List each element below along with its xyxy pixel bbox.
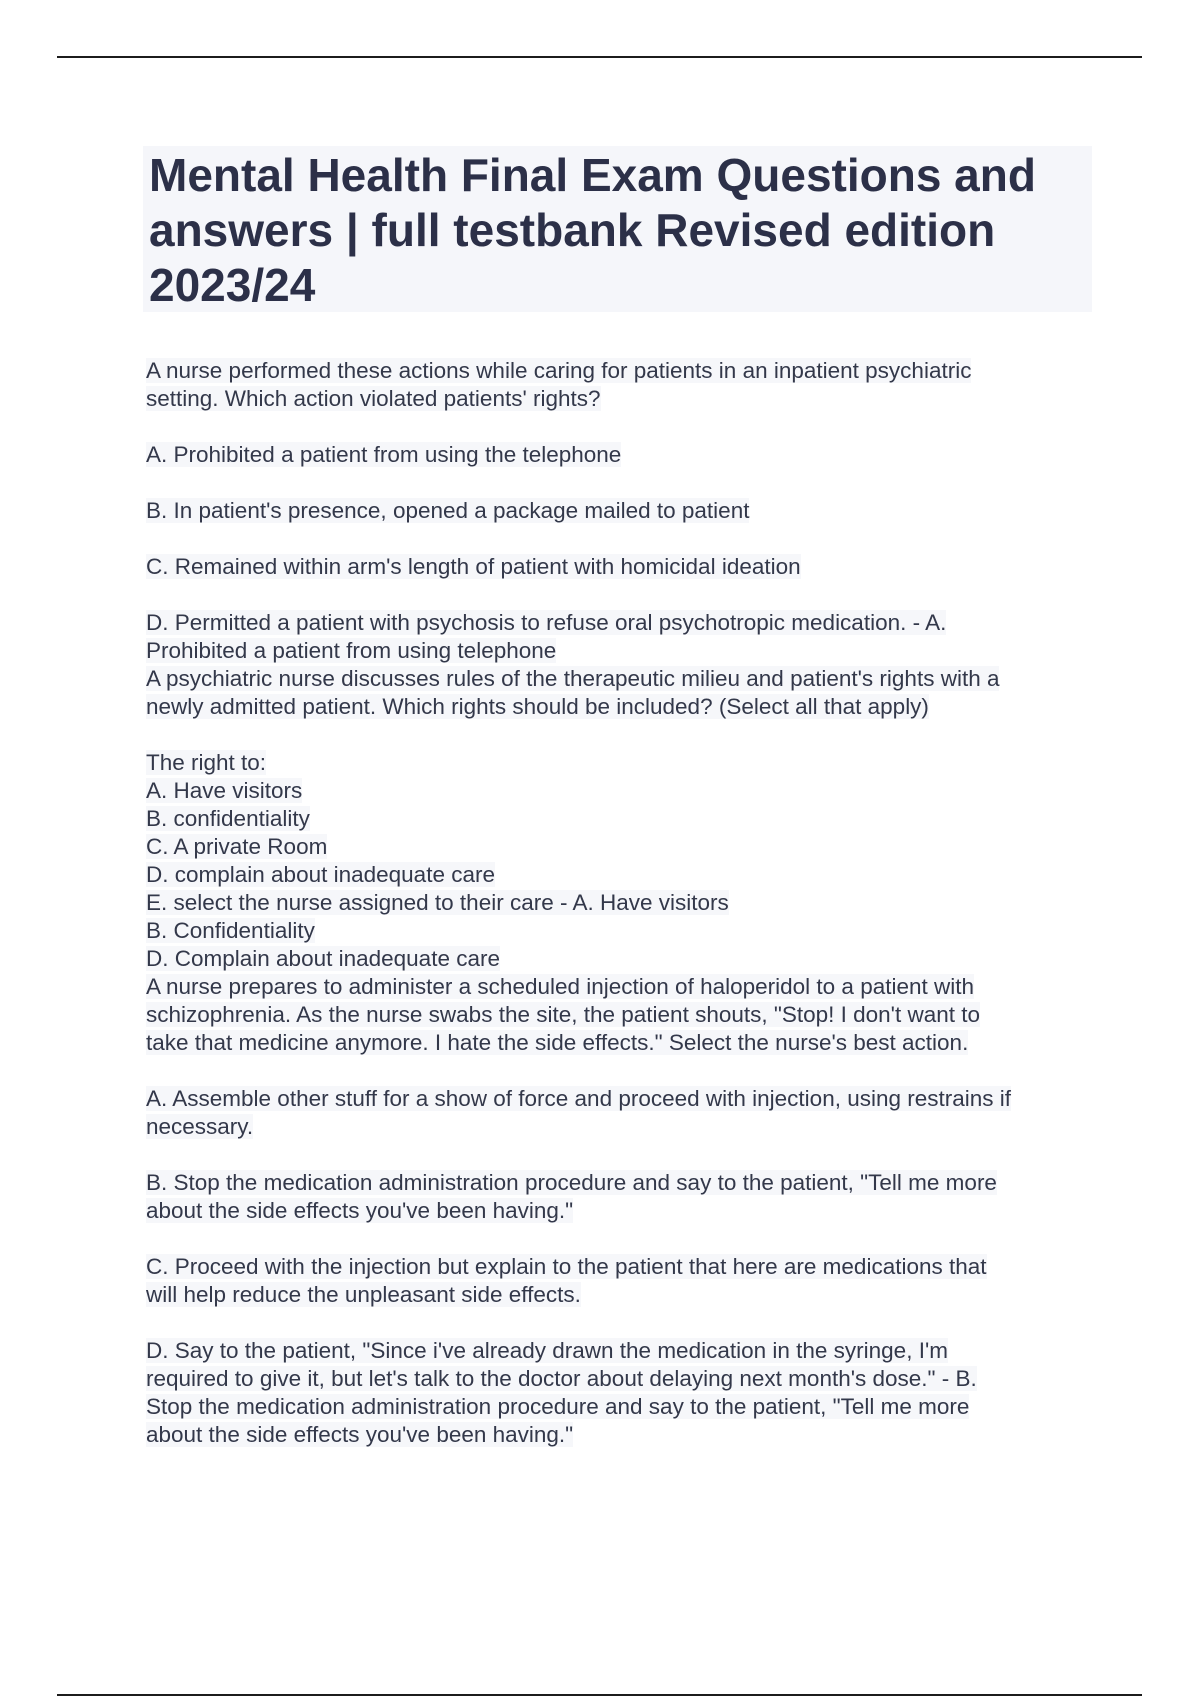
q2-line: D. complain about inadequate care [146,862,495,887]
q1-stem-line: A nurse performed these actions while caring for patients in an inpatient psychiatric [146,358,972,383]
q2-line: E. select the nurse assigned to their care - A. Have visitors [146,890,729,915]
document-body [146,357,1086,1449]
q1-option-b: B. In patient's presence, opened a package mailed to patient [146,498,750,523]
q3-stem-line: A nurse prepares to administer a scheduled injection of haloperidol to a patient with [146,974,975,999]
q2-line: B. confidentiality [146,806,310,831]
q2-line: B. Confidentiality [146,918,315,943]
question-1 [146,357,1086,665]
question-2 [146,665,1086,973]
q1-option-c: C. Remained within arm's length of patient with homicidal ideation [146,554,801,579]
q3-option-b: about the side effects you've been having." [146,1198,574,1223]
top-rule [57,56,1142,58]
page-title [149,146,1086,313]
q3-option-d: D. Say to the patient, "Since i've already drawn the medication in the syringe, I'm [146,1338,948,1363]
question-3 [146,973,1086,1449]
bottom-rule [57,1694,1142,1696]
q2-line: C. A private Room [146,834,328,859]
q1-option-d: D. Permitted a patient with psychosis to refuse oral psychotropic medication. - A. [146,610,947,635]
q3-stem-line: take that medicine anymore. I hate the side effects." Select the nurse's best action. [146,1030,969,1055]
q3-option-c: will help reduce the unpleasant side effects. [146,1282,581,1307]
q3-answer: about the side effects you've been having." [146,1422,574,1447]
q3-option-d: required to give it, but let's talk to the doctor about delaying next month's dose." - B. [146,1366,977,1391]
q3-answer: Stop the medication administration procedure and say to the patient, "Tell me more [146,1394,970,1419]
q2-line: The right to: [146,750,267,775]
q2-line: D. Complain about inadequate care [146,946,500,971]
q1-answer: Prohibited a patient from using telephone [146,638,557,663]
q3-option-b: B. Stop the medication administration procedure and say to the patient, "Tell me more [146,1170,997,1195]
q1-option-a: A. Prohibited a patient from using the telephone [146,442,622,467]
q3-option-a: necessary. [146,1114,254,1139]
q2-stem-line: newly admitted patient. Which rights should be included? (Select all that apply) [146,694,929,719]
q2-line: A. Have visitors [146,778,303,803]
title-line: answers | full testbank Revised edition [149,204,996,256]
q1-stem-line: setting. Which action violated patients' rights? [146,386,601,411]
title-box [143,146,1092,312]
q3-stem-line: schizophrenia. As the nurse swabs the site, the patient shouts, "Stop! I don't want to [146,1002,981,1027]
q3-option-a: A. Assemble other stuff for a show of force and proceed with injection, using restrains if [146,1086,1012,1111]
q2-stem-line: A psychiatric nurse discusses rules of the therapeutic milieu and patient's rights with a [146,666,1000,691]
q3-option-c: C. Proceed with the injection but explain to the patient that here are medications that [146,1254,987,1279]
title-line: 2023/24 [149,259,316,311]
title-line: Mental Health Final Exam Questions and [149,149,1036,201]
